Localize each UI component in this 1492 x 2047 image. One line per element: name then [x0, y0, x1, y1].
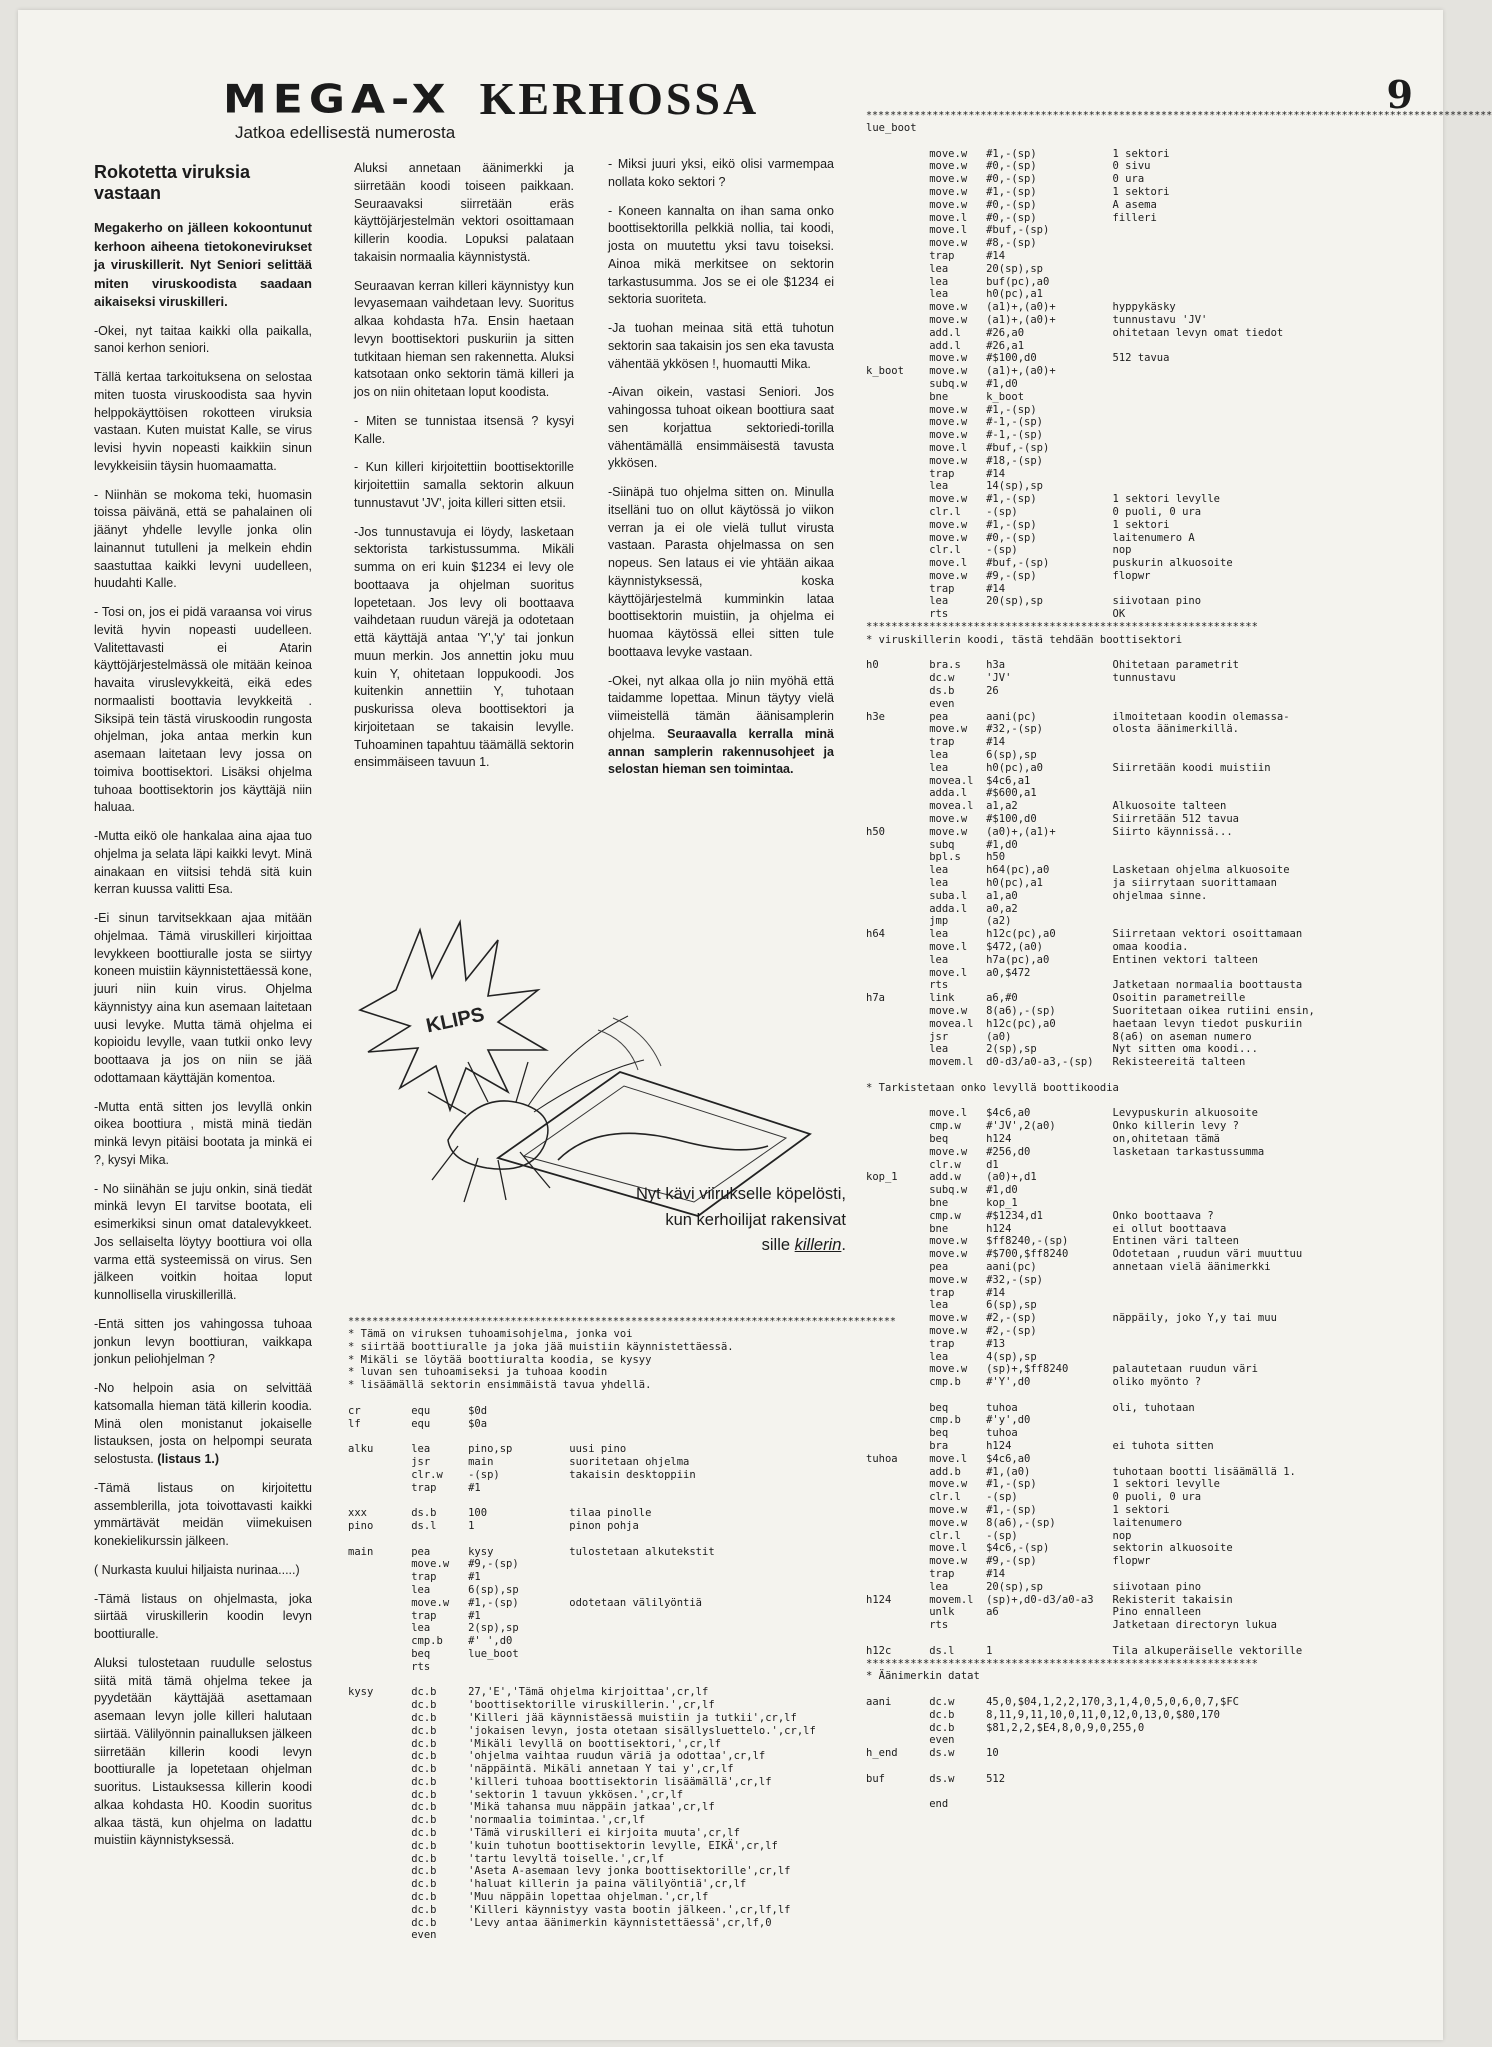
- separator-line-left: *******************************************************************************************: [348, 1316, 896, 1327]
- bug-legs: [428, 1062, 550, 1202]
- paragraph: -Jos tunnustavuja ei löydy, lasketaan sektorista tarkistussumma. Mikäli summa on eri kuin $1234 ei levy ole boottaava ja ohjelman suoritus lopetetaan. Jos levy oli boottaava vaihdetaan ruudun värejä ja odotetaan että käyttäjä antaa 'Y','y' tai jonkun muun merkin. Jos annettin joku muu kuin Y, ohitetaan loppukoodi. Jos kuitenkin annettiin Y, tuhotaan puskurissa oleva boottisektori ja kirjoitetaan se takaisin levylle. Tuhoaminen tapahtuu täämällä sektorin ensimmäiseen tavuun 1.: [354, 524, 574, 770]
- paragraph: -Ei sinun tarvitsekkaan ajaa mitään ohjelmaa. Tämä viruskilleri kirjoittaa levykkeen boottiuralle josta se siirtyy koneen muistiin käynnistettäessä kone, juuri niin kuin virus. Ohjelma käynnistyy aina kun asemaan laitetaan uusi levyke. Mutta tämä ohjelma ei kopioidu levylle, vaan tutkii onko levy boottaava ja jos on niin se jää odottamaan käyttäjän komentoa.: [94, 911, 312, 1085]
- paragraph: - Kun killeri kirjoitettiin boottisektorille kirjoitettiin samalla sektorin alkuun tunnustavut 'JV', joita killeri sitten etsii.: [354, 460, 574, 510]
- paragraph: -Entä sitten jos vahingossa tuhoaa jonkun levyn boottiuran, vaikkapa jonkun peliohjelman ?: [94, 1316, 312, 1367]
- paragraph: [608, 673, 834, 780]
- article-column-3: [608, 156, 834, 790]
- page-number: 9: [1386, 72, 1413, 117]
- paragraph: Tällä kertaa tarkoituksena on selostaa miten tuosta viruskoodista saa hyvin helppokäyttöisen rokotteen viruksia vastaan. Kuten muistat Kalle, se virus levisi hyvin nopeasti kaikkiin sinun levykkeisiin täysin huomaamatta.: [94, 370, 312, 473]
- paragraph: ( Nurkasta kuului hiljaista nurinaa.....): [94, 1562, 300, 1577]
- paragraph: -Aivan oikein, vastasi Seniori. Jos vahingossa tuhoat oikean boottiura saat sen korjattua sektoriedi-torilla vähentämällä ensimmäisestä tavusta ykkösen.: [608, 385, 834, 471]
- paragraph: -Mutta eikö ole hankalaa aina ajaa tuo ohjelma ja selata läpi kaikki levyt. Minä ainakaan en viitsisi tehdä sitä kuin kerran kuussa valitti Esa.: [94, 829, 312, 897]
- paragraph: -Tämä listaus on kirjoitettu assemblerilla, jota toivottavasti kaikki ymmärtävät meidän viimekuisen konekielikurssin jälkeen.: [94, 1480, 312, 1549]
- code-listing-right: lue_boot move.w #1,-(sp) 1 sektori move.w #0,-(sp) 0 sivu move.w #0,-(sp) 0 ura move.w #1,-(sp) 1 sektori move.w #0,-(sp) A asema move.l #0,-(sp) filleri move.l #buf,-(sp) move.w #8,-(sp) trap #14 lea 20(sp),sp lea buf(pc),a0 lea h0(pc),a1 move.w (a1)+,(a0)+ hyppykäsky move.w (a1)+,(a0)+ tunnustavu 'JV' add.l #26,a0 ohitetaan levyn omat tiedot add.l #26,a1 move.w #$100,d0 512 tavua k_boot move.w (a1)+,(a0)+ subq.w #1,d0 bne k_boot move.w #1,-(sp) move.w #-1,-(sp) move.w #-1,-(sp) move.l #buf,-(sp) move.w #18,-(sp) trap #14 lea 14(sp),sp move.w #1,-(sp) 1 sektori levylle clr.l -(sp) 0 puoli, 0 ura move.w #1,-(sp) 1 sektori move.w #0,-(sp) laitenumero A clr.l -(sp) nop move.l #buf,-(sp) puskurin alkuosoite move.w #9,-(sp) flopwr trap #14 lea 20(sp),sp siivotaan pino rts OK ************************************************************** * viruskillerin koodi, tästä tehdään boottisektori h0 bra.s h3a Ohitetaan parametrit dc.w 'JV' tunnustavu ds.b 26 even h3e pea aani(pc) ilmoitetaan koodin olemassa- move.w #32,-(sp) olosta äänimerkillä. trap #14 lea 6(sp),sp lea h0(pc),a0 Siirretään koodi muistiin movea.l $4c6,a1 adda.l #$600,a1 movea.l a1,a2 Alkuosoite talteen move.w #$100,d0 Siirretään 512 tavua h50 move.w (a0)+,(a1)+ Siirto käynnissä... subq #1,d0 bpl.s h50 lea h64(pc),a0 Lasketaan ohjelma alkuosoite lea h0(pc),a1 ja siirrytaan suorittamaan suba.l a1,a0 ohjelmaa sinne. adda.l a0,a2 jmp (a2) h64 lea h12c(pc),a0 Siirretaan vektori osoittamaan move.l $472,(a0) omaa koodia. lea h7a(pc),a0 Entinen vektori talteen move.l a0,$472 rts Jatketaan normaalia boottausta h7a link a6,#0 Osoitin parametreille move.w 8(a6),-(sp) Suoritetaan oikea rutiini ensin, movea.l h12c(pc),a0 haetaan levyn tiedot puskuriin jsr (a0) 8(a6) on aseman numero lea 2(sp),sp Nyt sitten oma koodi... movem.l d0-d3/a0-a3,-(sp) Rekisteereitä talteen * Tarkistetaan onko levyllä boottikoodia move.l $4c6,a0 Levypuskurin alkuosoite cmp.w #'JV',2(a0) Onko killerin levy ? beq h124 on,ohitetaan tämä move.w #256,d0 lasketaan tarkastussumma clr.w d1 kop_1 add.w (a0)+,d1 subq.w #1,d0 bne kop_1 cmp.w #$1234,d1 Onko boottaava ? bne h124 ei ollut boottaava move.w $ff8240,-(sp) Entinen väri talteen move.w #$700,$ff8240 Odotetaan ,ruudun väri muuttuu pea aani(pc) annetaan vielä äänimerkki move.w #32,-(sp) trap #14 lea 6(sp),sp move.w #2,-(sp) näppäily, joko Y,y tai muu move.w #2,-(sp) trap #13 lea 4(sp),sp move.w (sp)+,$ff8240 palautetaan ruudun väri cmp.b #'Y',d0 oliko myönto ? beq tuhoa oli, tuhotaan cmp.b #'y',d0 beq tuhoa bra h124 ei tuhota sitten tuhoa move.l $4c6,a0 add.b #1,(a0) tuhotaan bootti lisäämällä 1. move.w #1,-(sp) 1 sektori levylle clr.l -(sp) 0 puoli, 0 ura move.w #1,-(sp) 1 sektori move.w 8(a6),-(sp) laitenumero clr.l -(sp) nop move.l $4c6,-(sp) sektorin alkuosoite move.w #9,-(sp) flopwr trap #14 lea 20(sp),sp siivotaan pino h124 movem.l (sp)+,d0-d3/a0-a3 Rekisterit takaisin unlk a6 Pino ennalleen rts Jatketaan directoryn lukua h12c ds.l 1 Tila alkuperäiselle vektorille ************************************************************** * Äänimerkin datat aani dc.w 45,0,$04,1,2,2,170,3,1,4,0,5,0,6,0,7,$FC dc.b 8,11,9,11,10,0,11,0,12,0,13,0,$80,170 dc.b $81,2,2,$E4,8,0,9,0,255,0 even h_end ds.w 10 buf ds.w 512 end: [866, 122, 1315, 1811]
- sound-effect: KLIPS: [424, 1003, 487, 1038]
- paragraph: - Miksi juuri yksi, eikö olisi varmempaa nollata koko sektori ?: [608, 157, 834, 189]
- bug-antenna: [528, 1016, 644, 1112]
- paragraph: - Koneen kannalta on ihan sama onko boottisektorilla pelkkiä nollia, tai koodi, josta on muutettu yksi tavu toiseksi. Ainoa mikä merkitsee on sektorin tarkastusumma. Jos se ei ole $1234 ei sektoria suoriteta.: [608, 203, 834, 307]
- mega-x-logo: MEGA-X: [223, 76, 452, 123]
- masthead-subtitle: Jatkoa edellisestä numerosta: [235, 123, 456, 142]
- next-issue-teaser: Seuraavalla kerralla minä annan samplerin rakennusohjeet ja selostan hieman sen toimintaa.: [608, 726, 834, 777]
- paragraph: -Okei, nyt taitaa kaikki olla paikalla, sanoi kerhon seniori.: [94, 323, 312, 356]
- paragraph-text: -Okei, nyt alkaa olla jo niin myöhä että taidamme lopettaa. Minun täytyy vielä viimeistellä tämän äänisamplerin ohjelma.: [608, 673, 834, 741]
- caption-killer-word: killerin: [794, 1236, 842, 1255]
- paragraph: Seuraavan kerran killeri käynnistyy kun levyasemaan vaihdetaan levy. Suoritus alkaa kohdasta h7a. Ensin haetaan levyn boottisektori puskuriin ja sitten tutkitaan hieman sen rakennetta. Aluksi katsotaan onko sektorin tämä killeri ja jos on niin ohitetaan loput koodista.: [354, 278, 574, 399]
- article-headline: Rokotetta viruksia vastaan: [94, 162, 251, 203]
- mousetrap-cartoon: [348, 910, 878, 1220]
- paragraph: Aluksi annetaan äänimerkki ja siirretään koodi toiseen paikkaan. Seuraavaksi siirretään eräs käyttöjärjestelmän vektori osoittamaan killerin koodia. Lopuksi palataan takaisin normaalia käynnistystä.: [354, 161, 574, 264]
- paragraph: - Tosi on, jos ei pidä varaansa voi virus levitä hyvin nopeasti uudelleen. Valitettavasti ei Atarin käyttöjärjestelmässä ole mitään keinoa havaita viruslevykkeitä, eikä edes normaalisti boottavia levykkeitä . Siksipä tein tästä viruskoodin rungosta ohjelman, joka antaa merkin kun asemaan laitetaan levy jossa on toimiva boottisektori. Lisäksi ohjelma tuhoaa boottisektorin jos käyttäjä niin haluaa.: [94, 605, 312, 815]
- paragraph: -Tämä listaus on ohjelmasta, joka siirtää viruskillerin koodin levyn boottiuralle.: [94, 1591, 312, 1642]
- caption-end: .: [841, 1236, 846, 1255]
- article-column-1: [94, 162, 312, 1861]
- motion-lines: [598, 1018, 661, 1070]
- article-lead: Megakerho on jälleen kokoontunut kerhoon aiheena tietokonevirukset ja viruskillerit. Nyt Seniori selittää miten viruskoodista saadaan aikaiseksi viruskilleri.: [94, 220, 312, 310]
- newspaper-page: [18, 10, 1492, 2040]
- separator-line-right: ********************************************************************************************************: [866, 110, 1492, 121]
- article-column-2: [354, 160, 574, 783]
- masthead: [223, 72, 759, 143]
- paragraph: Aluksi tulostetaan ruudulle selostus siitä mitä tämä ohjelma tekee ja pyydetään käyttäjää asettamaan asemaan levyn jolle killeri halutaan siirtää. Välilyönnin painalluksen jälkeen siirretään killerin koodi levyn boottiuralle ja lopetetaan ohjelman suoritus. Listauksessa killerin koodi alkaa kohdasta H0. Koodin suoritus alkaa tästä, kun ohjelma on ladattu muistiin käynnistyksessä.: [94, 1655, 312, 1848]
- paragraph: -Mutta entä sitten jos levyllä onkin oikea boottiura , mistä minä tiedän minkä levyn pitäisi bootata ja minkä ei ?, kysyi Mika.: [94, 1099, 312, 1167]
- masthead-title: KERHOSSA: [479, 73, 760, 124]
- paragraph: - Niinhän se mokoma teki, huomasin toissa päivänä, että se pahalainen oli jäänyt yhdelle levylle jonka olin lainannut tutulleni ja melkein ehdin saastuttaa kaikki levyni uudelleen, huudahti Kalle.: [94, 487, 312, 591]
- code-listing-left: * Tämä on viruksen tuhoamisohjelma, jonka voi * siirtää boottiuralle ja joka jää muistiin käynnistettäessä. * Mikäli se löytää boottiuralta koodia, se kysyy * luvan sen tuhoamiseksi ja tuhoaa koodin * lisäämällä sektorin ensimmäistä tavua yhdellä. cr equ $0d lf equ $0a alku lea pino,sp uusi pino jsr main suoritetaan ohjelma clr.w -(sp) takaisin desktoppiin trap #1 xxx ds.b 100 tilaa pinolle pino ds.l 1 pinon pohja main pea kysy tulostetaan alkutekstit move.w #9,-(sp) trap #1 lea 6(sp),sp move.w #1,-(sp) odotetaan välilyöntiä trap #1 lea 2(sp),sp cmp.b #' ',d0 beq lue_boot rts kysy dc.b 27,'E','Tämä ohjelma kirjoittaa',cr,lf dc.b 'boottisektorille viruskillerin.',cr,lf dc.b 'Killeri jää käynnistäessä muistiin ja tutkii',cr,lf dc.b 'jokaisen levyn, josta otetaan sisällysluettelo.',cr,lf dc.b 'Mikäli levyllä on boottisektori,',cr,lf dc.b 'ohjelma vaihtaa ruudun väriä ja odottaa',cr,lf dc.b 'näppäintä. Mikäli annetaan Y tai y',cr,lf dc.b 'killeri tuhoaa boottisektorin lisäämällä',cr,lf dc.b 'sektorin 1 tavuun ykkösen.',cr,lf dc.b 'Mikä tahansa muu näppäin jatkaa',cr,lf dc.b 'normaalia toimintaa.',cr,lf dc.b 'Tämä viruskilleri ei kirjoita muuta',cr,lf dc.b 'kuin tuhotun boottisektorin levylle, EIKÄ',cr,lf dc.b 'tartu levyltä toiselle.',cr,lf dc.b 'Aseta A-asemaan levy jonka boottisektorille',cr,lf dc.b 'haluat killerin ja paina välilyöntiä',cr,lf dc.b 'Muu näppäin lopettaa ohjelman.',cr,lf dc.b 'Killeri käynnistyy vasta bootin jälkeen.',cr,lf,lf dc.b 'Levy antaa äänimerkin käynnistettäessä',cr,lf,0 even: [348, 1328, 816, 1942]
- paragraph: [94, 1380, 312, 1469]
- cartoon-drawing: [348, 910, 878, 1220]
- paragraph-text: -No helpoin asia on selvittää katsomalla hieman tätä killerin koodia. Minä olen monistanut jokaiselle listauksen, josta on helpompi seurata selostusta.: [94, 1381, 312, 1467]
- listing-reference: (listaus 1.): [157, 1452, 220, 1467]
- paragraph: - No siinähän se juju onkin, sinä tiedät minkä levyn EI tarvitse bootata, eli esimerkiksi sinun omat datalevykkeet. Jos sellaiselta löytyy boottiura voi olla varma että systeemissä on virus. Sen jälkeen voitkin hoitaa loput kunnollisella viruskillerillä.: [94, 1181, 312, 1303]
- caption-text: Nyt kävi viirukselle köpelösti, kun kerhoilijat rakensivat sille: [636, 1185, 846, 1255]
- paragraph: - Miten se tunnistaa itsensä ? kysyi Kalle.: [354, 413, 574, 446]
- paragraph: -Siinäpä tuo ohjelma sitten on. Minulla itselläni tuo on ollut käytössä jo viikon verran ja ei ole vielä tullut virusta vastaan. Parasta ohjelmassa on sen nopeus. Sen lataus ei vie yhtään aikaa käynnistyksessä, koska käyttöjärjestelmä kumminkin lataa boottisektorin muistiin, ja ohjelma ei huomaa käytössä ellei sitten tule boottaava levyke vastaan.: [608, 485, 834, 659]
- cartoon-caption: [636, 1182, 846, 1259]
- paragraph: -Ja tuohan meinaa sitä että tuhotun sektorin saa takaisin jos sen eka tavusta vähentää ykkösen !, huomautti Mika.: [608, 321, 834, 371]
- trap-spring-bar: [558, 1133, 768, 1160]
